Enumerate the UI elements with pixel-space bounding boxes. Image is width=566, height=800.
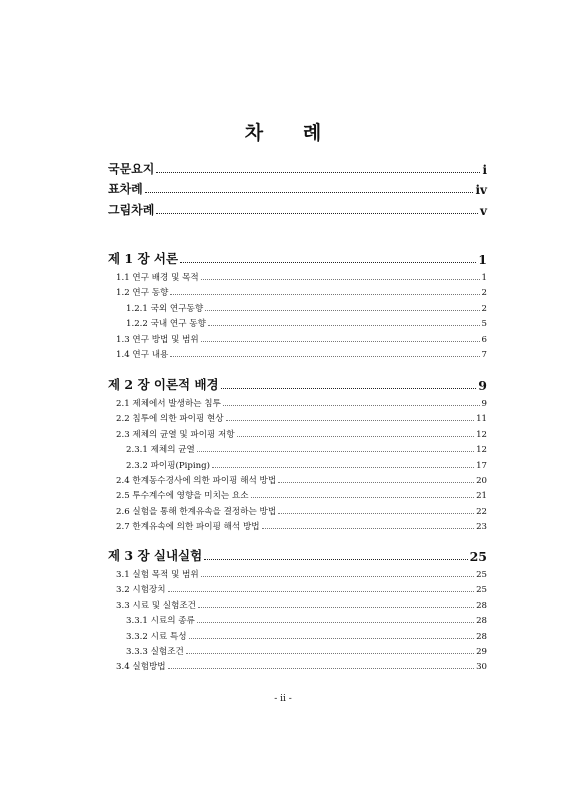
- dot-leader: [278, 513, 474, 514]
- toc-chapter-entry[interactable]: [108, 375, 487, 393]
- dot-leader: [212, 467, 474, 468]
- dot-leader: [201, 279, 480, 280]
- toc-section-entry[interactable]: [116, 660, 487, 672]
- dot-leader: [197, 622, 474, 623]
- toc-entry-label: 2.3 제체의 균열 및 파이핑 저항: [116, 429, 235, 440]
- toc-front-entry[interactable]: [108, 180, 487, 197]
- toc-entry-page: 30: [476, 662, 487, 673]
- toc-entry-page: 28: [476, 600, 487, 611]
- toc-section-entry[interactable]: [116, 412, 487, 424]
- toc-entry-page: 5: [481, 319, 487, 330]
- dot-leader: [201, 576, 474, 577]
- toc-entry-label: 3.3.2 시료 특성: [126, 631, 187, 642]
- toc-entry-label: 3.1 실험 목적 및 범위: [116, 570, 199, 580]
- toc-entry-label: 2.3.1 제체의 균열: [126, 445, 195, 456]
- toc-entry-label: 1.4 연구 내용: [116, 350, 169, 360]
- dot-leader: [278, 482, 474, 483]
- toc-section-entry[interactable]: [116, 520, 487, 532]
- toc-entry-page: 20: [476, 476, 487, 486]
- dot-leader: [156, 213, 478, 214]
- dot-leader: [208, 325, 480, 326]
- toc-entry-label: 제 1 장 서론: [108, 251, 179, 266]
- page-number: - ii -: [274, 694, 292, 704]
- toc-entry-label: 1.1 연구 배경 및 목적: [116, 273, 199, 283]
- toc-entry-label: 3.4 실험방법: [116, 662, 166, 673]
- dot-leader: [262, 528, 475, 529]
- page-title: 차 례: [244, 122, 322, 144]
- toc-entry-page: 1: [481, 273, 487, 283]
- toc-front-entry[interactable]: [108, 160, 487, 177]
- toc-section-entry[interactable]: [116, 348, 487, 360]
- dot-leader: [170, 356, 479, 357]
- toc-entry-page: 11: [476, 414, 487, 425]
- dot-leader: [170, 294, 479, 295]
- dot-leader: [221, 388, 477, 389]
- toc-section-entry[interactable]: [116, 599, 487, 611]
- dot-leader: [251, 497, 475, 498]
- toc-entry-page: 17: [476, 460, 487, 471]
- toc-entry-page: 9: [481, 399, 487, 409]
- dot-leader: [198, 607, 474, 608]
- toc-entry-label: 3.3.1 시료의 종류: [126, 616, 195, 627]
- toc-chapter-entry[interactable]: [108, 249, 487, 267]
- toc-chapter-entry[interactable]: [108, 546, 487, 564]
- toc-entry-page: 28: [476, 631, 487, 642]
- toc-entry-page: v: [480, 204, 487, 218]
- toc-section-entry[interactable]: [126, 614, 487, 626]
- toc-section-entry[interactable]: [116, 397, 487, 409]
- toc-entry-page: 2: [481, 288, 487, 299]
- toc-entry-label: 2.2 침투에 의한 파이핑 현상: [116, 414, 224, 425]
- toc-entry-page: 25: [476, 570, 487, 580]
- toc-section-entry[interactable]: [126, 645, 487, 657]
- toc-entry-page: 25: [469, 549, 487, 564]
- toc-section-entry[interactable]: [126, 317, 487, 329]
- toc-section-entry[interactable]: [116, 271, 487, 283]
- toc-entry-label: 제 2 장 이론적 배경: [108, 377, 219, 392]
- toc-entry-page: i: [482, 163, 487, 177]
- toc-section-entry[interactable]: [116, 505, 487, 517]
- dot-leader: [226, 420, 474, 421]
- toc-entry-page: 23: [476, 522, 487, 533]
- toc-section-entry[interactable]: [116, 333, 487, 345]
- dot-leader: [201, 341, 480, 342]
- toc-section-entry[interactable]: [116, 428, 487, 440]
- toc-entry-label: 3.3.3 실험조건: [126, 647, 184, 657]
- dot-leader: [204, 559, 467, 560]
- dot-leader: [156, 172, 480, 173]
- toc-section-entry[interactable]: [126, 630, 487, 642]
- toc-entry-label: 2.6 실험을 통해 한계유속을 결정하는 방법: [116, 506, 277, 517]
- toc-section-entry[interactable]: [116, 286, 487, 298]
- toc-section-entry[interactable]: [116, 583, 487, 595]
- dot-leader: [237, 436, 474, 437]
- toc-entry-label: 1.3 연구 방법 및 범위: [116, 334, 199, 345]
- toc-section-entry[interactable]: [116, 474, 487, 486]
- toc-entry-label: 3.3 시료 및 실험조건: [116, 600, 196, 611]
- toc-entry-page: 22: [476, 506, 487, 517]
- toc-entry-page: 21: [476, 491, 487, 502]
- toc-entry-label: 1.2.2 국내 연구 동향: [126, 319, 206, 330]
- toc-entry-page: 9: [478, 378, 487, 393]
- dot-leader: [168, 668, 474, 669]
- toc-entry-label: 1.2.1 국외 연구동향: [126, 303, 204, 314]
- dot-leader: [223, 405, 480, 406]
- toc-section-entry[interactable]: [126, 443, 487, 455]
- dot-leader: [180, 262, 476, 263]
- toc-entry-page: 12: [476, 429, 487, 440]
- toc-section-entry[interactable]: [116, 568, 487, 580]
- toc-entry-label: 2.5 투수계수에 영향을 미치는 요소: [116, 491, 249, 502]
- toc-section-entry[interactable]: [126, 459, 487, 471]
- toc-entry-label: 2.4 한계동수경사에 의한 파이핑 해석 방법: [116, 476, 277, 486]
- toc-entry-page: 29: [476, 647, 487, 657]
- toc-entry-label: 그림차례: [108, 203, 155, 217]
- toc-entry-page: 12: [476, 445, 487, 456]
- dot-leader: [197, 451, 474, 452]
- toc-entry-page: 1: [478, 252, 487, 267]
- toc-entry-page: 7: [481, 350, 487, 360]
- dot-leader: [205, 310, 479, 311]
- toc-entry-page: 6: [481, 334, 487, 345]
- toc-entry-label: 제 3 장 실내실험: [108, 548, 203, 563]
- toc-entry-label: 국문요지: [108, 162, 155, 176]
- toc-entry-label: 표차례: [108, 182, 143, 196]
- toc-entry-label: 1.2 연구 동향: [116, 288, 169, 299]
- toc-entry-label: 2.7 한계유속에 의한 파이핑 해석 방법: [116, 522, 260, 533]
- toc-entry-page: 25: [476, 585, 487, 596]
- toc-entry-page: 28: [476, 616, 487, 627]
- dot-leader: [168, 591, 474, 592]
- toc-entry-label: 2.3.2 파이핑(Piping): [126, 460, 211, 471]
- toc-front-entry[interactable]: [108, 201, 487, 218]
- dot-leader: [186, 653, 474, 654]
- toc-entry-label: 2.1 제체에서 발생하는 침투: [116, 399, 221, 409]
- dot-leader: [145, 192, 474, 193]
- toc-entry-page: 2: [481, 303, 487, 314]
- toc-section-entry[interactable]: [126, 302, 487, 314]
- toc-entry-label: 3.2 시험장치: [116, 585, 166, 596]
- toc-entry-page: iv: [475, 183, 487, 197]
- toc-section-entry[interactable]: [116, 489, 487, 501]
- dot-leader: [189, 638, 475, 639]
